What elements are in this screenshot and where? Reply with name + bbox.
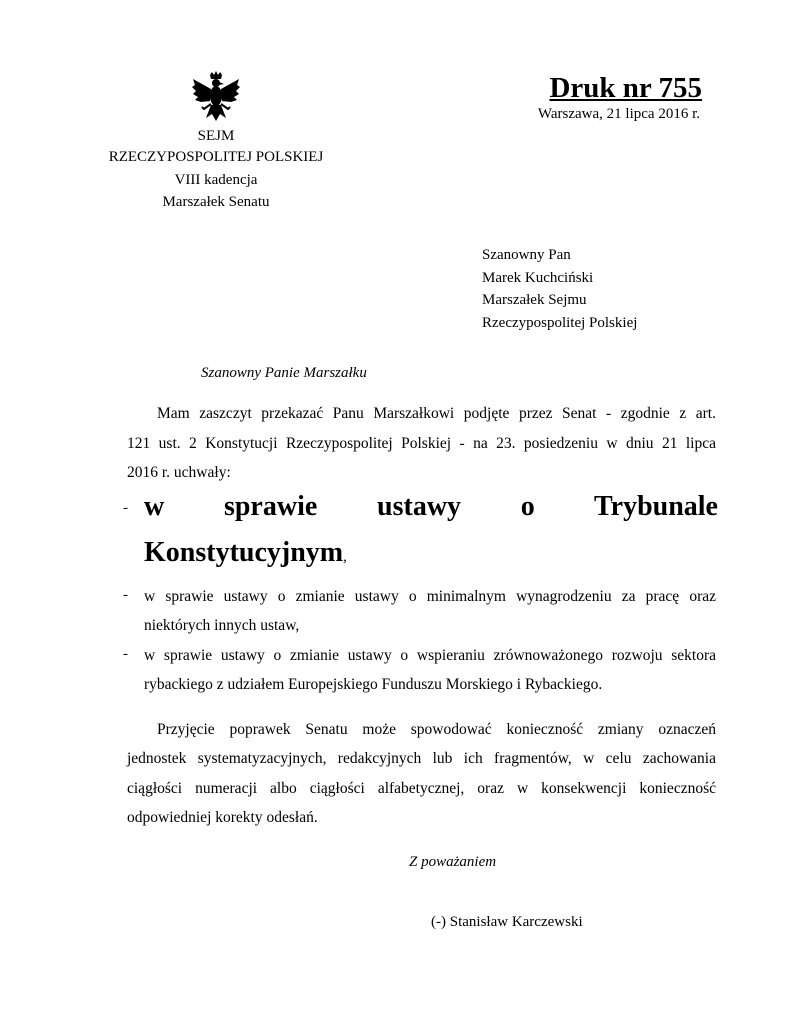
header-kadencja: VIII kadencja (174, 172, 258, 188)
addressee-line: Marek Kuchciński (482, 270, 594, 286)
document-date: Warszawa, 21 lipca 2016 r. (537, 106, 700, 122)
intro-line: 121 ust. 2 Konstytucji Rzeczypospolitej Polskiej - na 23. posiedzeniu w dniu 21 lipca (127, 435, 716, 452)
intro-line: 2016 r. uchwały: (127, 464, 231, 481)
list-item-trybunal-line2 (144, 536, 347, 570)
list-dash: - (123, 587, 128, 603)
addressee-line: Rzeczypospolitej Polskiej (482, 315, 638, 331)
addressee-line: Marszałek Sejmu (482, 292, 587, 308)
closing: Z poważaniem (409, 854, 497, 870)
para2-line: odpowiedniej korekty odesłań. (127, 809, 318, 826)
para2-line: Przyjęcie poprawek Senatu może spowodować konieczność zmiany oznaczeń (157, 721, 716, 738)
list-item-continuation: niektórych innych ustaw, (144, 617, 300, 634)
list-item-trybunal-text: Konstytucyjnym (144, 537, 344, 568)
header-marszalek-senatu: Marszałek Senatu (162, 194, 270, 210)
greeting: Szanowny Panie Marszałku (201, 365, 367, 381)
list-dash: - (123, 500, 128, 516)
addressee-line: Szanowny Pan (482, 247, 571, 263)
list-item-trybunal-line1: w sprawie ustawy o Trybunale (144, 491, 718, 522)
signature: (-) Stanisław Karczewski (431, 914, 583, 930)
list-dash: - (123, 646, 128, 662)
polish-eagle-emblem (191, 71, 241, 123)
para2-line: jednostek systematyzacyjnych, redakcyjnych lub ich fragmentów, w celu zachowania (127, 750, 716, 767)
header-rzeczypospolitej: RZECZYPOSPOLITEJ POLSKIEJ (108, 149, 324, 165)
header-sejm: SEJM (197, 128, 235, 144)
para2-line: ciągłości numeracji albo ciągłości alfabetycznej, oraz w konsekwencji konieczność (127, 780, 716, 797)
list-item-trybunal-comma: , (343, 549, 347, 565)
list-item-continuation: rybackiego z udziałem Europejskiego Funduszu Morskiego i Rybackiego. (144, 676, 603, 693)
document-number: Druk nr 755 (549, 72, 702, 104)
list-item-sektor-rybacki: w sprawie ustawy o zmianie ustawy o wspieraniu zrównoważonego rozwoju sektora (144, 647, 716, 664)
list-item-minimalne-wynagrodzenie: w sprawie ustawy o zmianie ustawy o minimalnym wynagrodzeniu za pracę oraz (144, 588, 716, 605)
intro-line: Mam zaszczyt przekazać Panu Marszałkowi podjęte przez Senat - zgodnie z art. (157, 405, 716, 422)
